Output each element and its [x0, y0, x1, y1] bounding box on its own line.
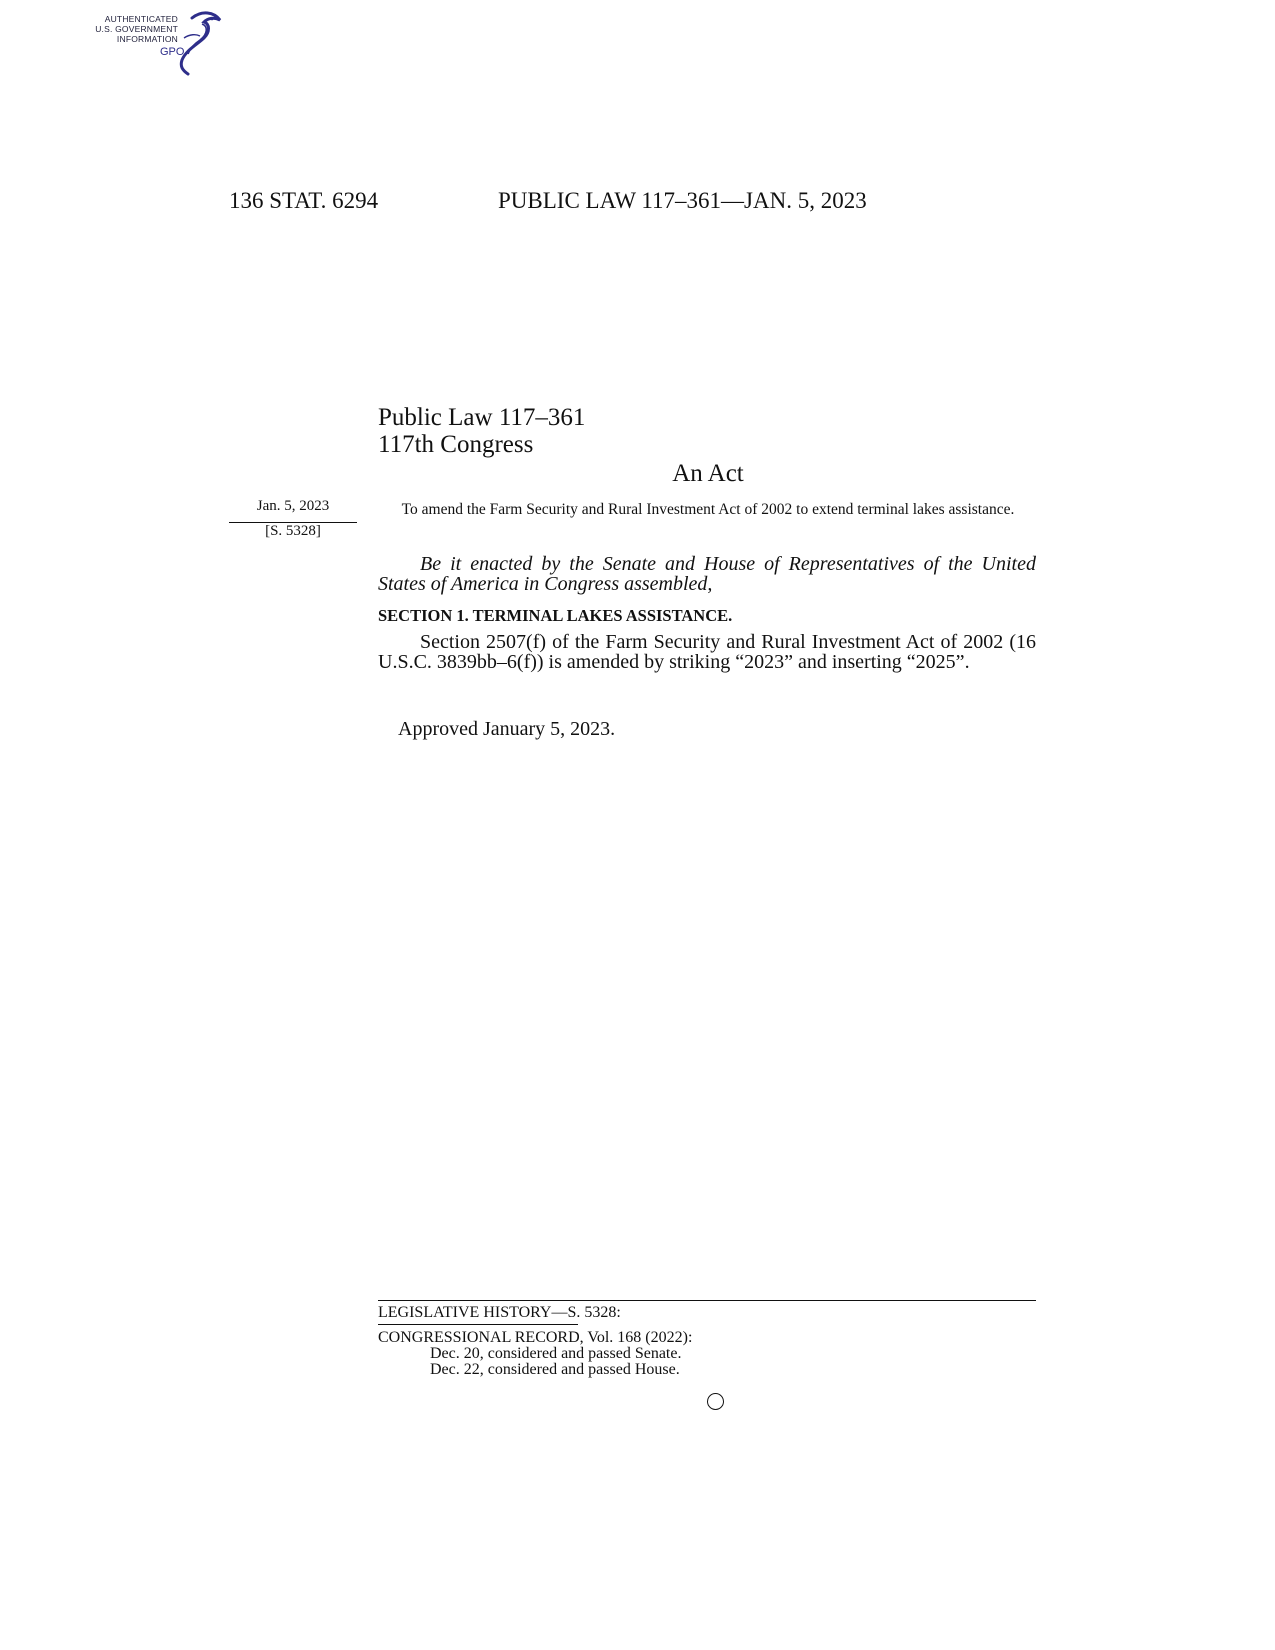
section-body: Section 2507(f) of the Farm Security and Rural Investment Act of 2002 (16 U.S.C. 3839bb–6(f)) is amended by striking “2023” and inserting “2025”. — [378, 631, 1036, 673]
seal-line-authenticated: AUTHENTICATED — [104, 14, 178, 24]
seal-line-information: INFORMATION — [116, 34, 178, 44]
margin-date: Jan. 5, 2023 — [256, 498, 330, 514]
running-title: PUBLIC LAW 117–361—JAN. 5, 2023 — [498, 188, 867, 213]
legislative-action: Dec. 22, considered and passed House. — [430, 1361, 680, 1378]
eagle-icon — [164, 10, 224, 76]
act-heading: An Act — [672, 460, 744, 487]
seal-gpo-mark: GPO — [160, 46, 185, 58]
act-purpose: To amend the Farm Security and Rural Investment Act of 2002 to extend terminal lakes assistance. — [401, 501, 1015, 518]
section-heading: SECTION 1. TERMINAL LAKES ASSISTANCE. — [378, 606, 733, 625]
end-of-document-circle-icon — [707, 1393, 724, 1410]
public-law-number: Public Law 117–361 — [378, 404, 586, 431]
enacting-clause: Be it enacted by the Senate and House of Representatives of the United States of America in Congress assembled, — [378, 553, 1036, 595]
legislative-action: Dec. 20, considered and passed Senate. — [430, 1345, 682, 1362]
legislative-history-title: LEGISLATIVE HISTORY—S. 5328: — [378, 1304, 621, 1321]
stat-page-number: 136 STAT. 6294 — [229, 188, 379, 213]
seal-line-government: U.S. GOVERNMENT — [95, 24, 178, 34]
law-title-block — [378, 404, 585, 458]
margin-bill-number: [S. 5328] — [265, 523, 321, 539]
congress-number: 117th Congress — [378, 431, 534, 458]
legislative-history-underline — [378, 1324, 578, 1325]
gpo-authentication-seal — [94, 10, 234, 80]
congressional-record-reference: CONGRESSIONAL RECORD, Vol. 168 (2022): — [378, 1329, 693, 1346]
footer-divider — [378, 1300, 1036, 1301]
approval-date: Approved January 5, 2023. — [398, 718, 616, 740]
